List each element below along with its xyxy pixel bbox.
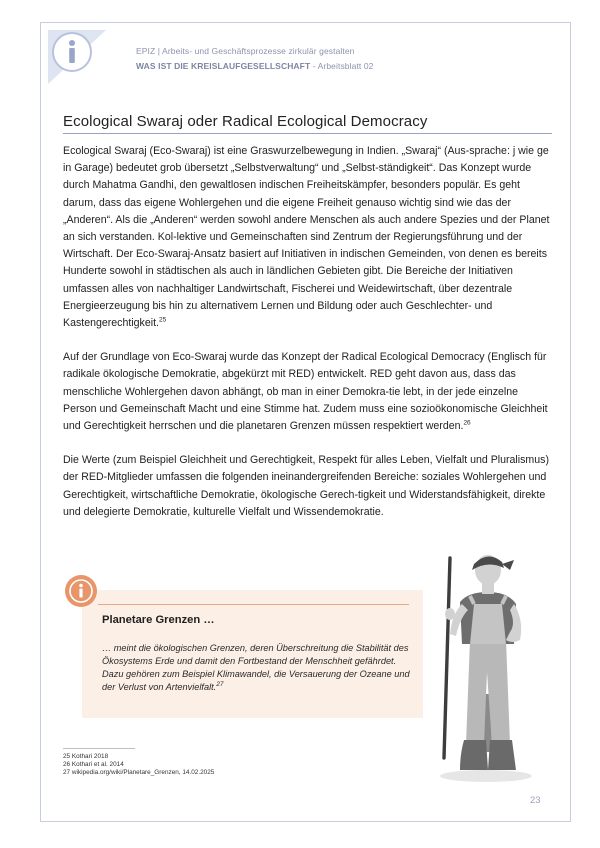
paragraph-1-text: Ecological Swaraj (Eco-Swaraj) ist eine Graswurzelbewegung in Indien. „Swaraj“ (Aus-sprache: j wie ge in Garage) bedeutet grob übersetzt „Selbstverwaltung“ und „Selbst-ständigkeit“. Das Konzept wurde durch Mahatma Gandhi, den gewaltlosen indischen Freiheitskämpfer, besonders populär. Es geht darum, dass das eigene Wohlergehen und die eigene Freiheit genauso wichtig sind wie das der „Anderen“. Als die „Anderen“ werden sowohl andere Menschen als auch andere Spezies und der Planet an sich verstanden. Kol-lektive und Gemeinschaften sind Zentrum der Regierungsführung und der Wirtschaft. Der Eco-Swaraj-Ansatz basiert auf Initiativen in indischen Gemeinden, von denen es bereits Hunderte sowohl in städtischen als auch in ländlichen Gebieten gibt. Die Bereiche der Initiativen umfassen alles von nachhaltiger Landwirtschaft, Fischerei und Weidewirtschaft, über dezentrale Energieerzeugung bis hin zu alternativem Lernen und Bildung oder auch Geschlechter- und Kastengerechtigkeit.	[63, 145, 550, 330]
document-header	[136, 46, 374, 71]
paragraph-3: Die Werte (zum Beispiel Gleichheit und Gerechtigkeit, Respekt für alles Leben, Vielfalt und Pluralismus) der RED-Mitglieder umfassen die folgenden ineinandergreifenden Bereiche: soziales Wohlergehen und Gerechtigkeit, wirtschaftliche Demokratie, ökologische Gerech-tigkeit und Widerstandsfähigkeit, direkte und delegierte Demokratie, kulturelle Vielfalt und Wissendemokratie.	[63, 454, 549, 518]
definition-title: Planetare Grenzen …	[102, 614, 215, 626]
footnote-25: 25 Kothari 2018	[63, 753, 109, 760]
footnote-27: 27 wikipedia.org/wiki/Planetare_Grenzen, 14.02.2025	[63, 769, 215, 777]
info-icon	[64, 574, 98, 608]
footnote-26: 26 Kothari et al. 2014	[63, 761, 124, 769]
paragraph-2-text: Auf der Grundlage von Eco-Swaraj wurde das Konzept der Radical Ecological Democracy (Englisch für radikale ökologische Demokratie, abgekürzt mit RED) entwickelt. RED geht davon aus, dass das menschliche Wohlergehen davon abhängt, ob man in einer Demokra-tie lebt, in der jede einzelne Person und Gemeinschaft Macht und eine Stimme hat. Zudem muss eine sozioökonomische Gleichheit und Gerechtigkeit herrschen und die planetaren Grenzen müssen respektiert werden.	[63, 351, 548, 433]
footnote-ref-25: 25	[159, 316, 167, 324]
footnote-ref-26: 26	[463, 419, 471, 427]
info-icon	[44, 26, 110, 88]
person-with-staff-icon	[420, 544, 540, 792]
header-title	[136, 61, 374, 71]
paragraph-2	[63, 349, 553, 435]
paragraph-1	[63, 143, 553, 332]
definition-text	[102, 642, 412, 694]
definition-text-body: … meint die ökologischen Grenzen, deren Überschreitung die Stabilität des Ökosystems Erde und damit den Fortbestand der Menschheit gefährdet. Dazu gehören zum Beispiel Klimawandel, die Versauerung der Ozeane und der Verlust von Artenvielfalt.	[102, 643, 410, 692]
footnotes	[63, 753, 214, 778]
definition-divider	[98, 604, 409, 605]
section-title: Ecological Swaraj oder Radical Ecological Democracy	[63, 113, 428, 130]
page-number: 23	[530, 795, 541, 806]
footnote-ref-27: 27	[216, 680, 224, 688]
header-sheet: - Arbeitsblatt 02	[310, 61, 374, 71]
body-text	[63, 143, 553, 521]
header-title-text: WAS IST DIE KREISLAUFGESELLSCHAFT	[136, 61, 311, 71]
title-divider	[63, 133, 552, 134]
footnote-divider	[63, 748, 135, 749]
header-series: EPIZ | Arbeits- und Geschäftsprozesse zirkulär gestalten	[136, 46, 355, 56]
